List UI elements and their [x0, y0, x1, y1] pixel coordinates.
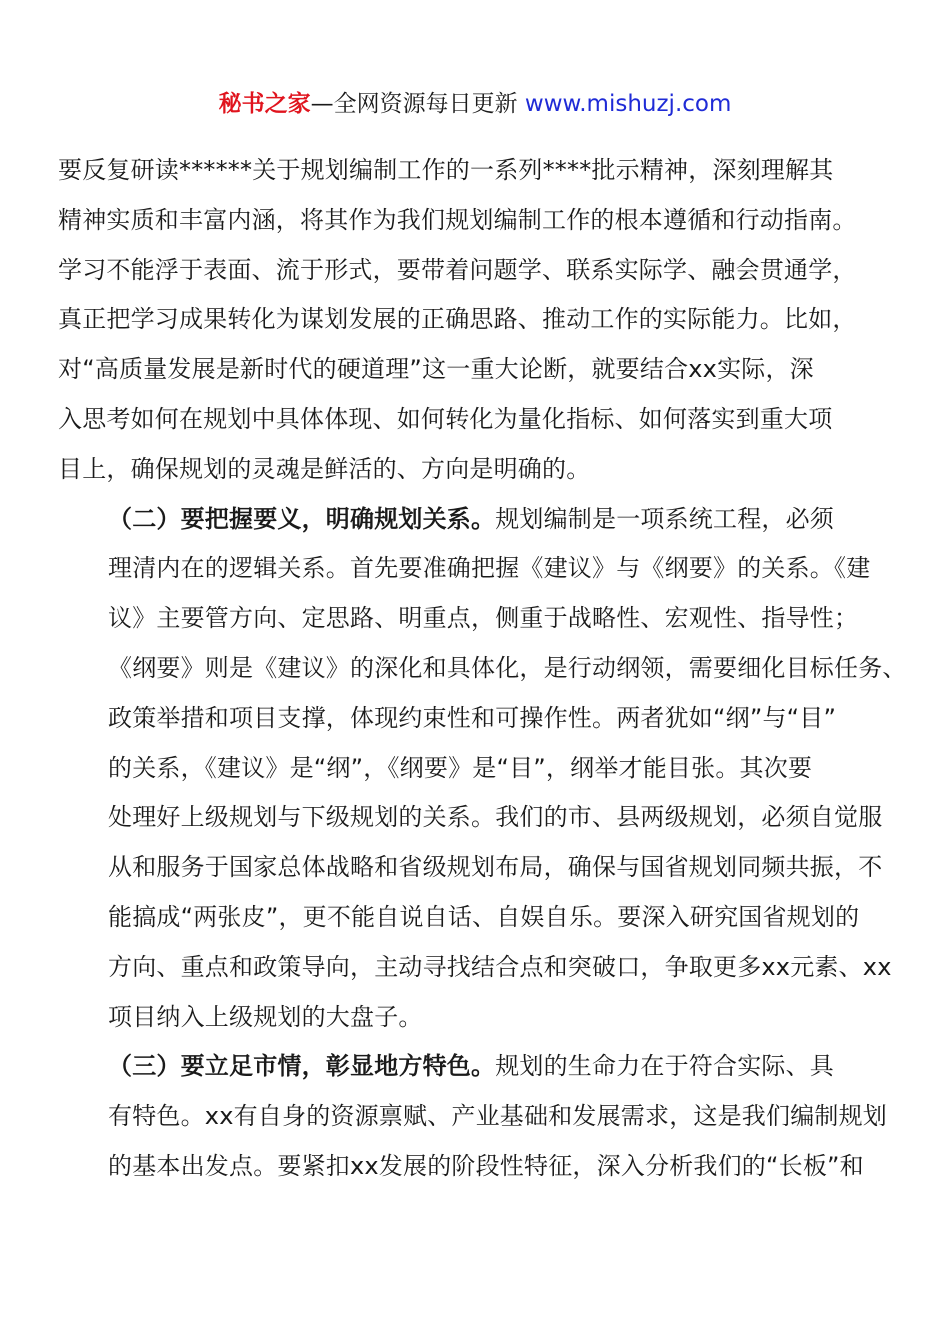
header-tagline: —全网资源每日更新 [310, 91, 518, 117]
paragraph-3 [58, 1042, 893, 1191]
text-line: 理清内在的逻辑关系。首先要准确把握《建议》与《纲要》的关系。《建 [108, 554, 871, 583]
text-line: 目上，确保规划的灵魂是鲜活的、方向是明确的。 [58, 454, 591, 483]
text-line: 能搞成“两张皮”，更不能自说自话、自娱自乐。要深入研究国省规划的 [108, 902, 860, 931]
text-line: 方向、重点和政策导向，主动寻找结合点和突破口，争取更多xx元素、xx [108, 952, 892, 981]
text-line: 从和服务于国家总体战略和省级规划布局，确保与国省规划同频共振，不 [108, 853, 883, 882]
text-line: 《纲要》则是《建议》的深化和具体化，是行动纲领，需要细化目标任务、 [108, 653, 907, 682]
site-header [0, 88, 950, 120]
text-line [58, 495, 893, 545]
text-line: 要反复研读******关于规划编制工作的一系列****批示精神，深刻理解其 [58, 156, 834, 184]
text-line: 的关系，《建议》是“纲”，《纲要》是“目”，纲举才能目张。其次要 [108, 753, 813, 782]
text-line: 的基本出发点。要紧扣xx发展的阶段性特征，深入分析我们的“长板”和 [108, 1151, 864, 1180]
text-line [58, 1042, 893, 1092]
text-line: 学习不能浮于表面、流于形式，要带着问题学、联系实际学、融会贯通学， [58, 255, 857, 284]
paragraph-2 [58, 495, 907, 1043]
text-line: 精神实质和丰富内涵，将其作为我们规划编制工作的根本遵循和行动指南。 [58, 205, 857, 234]
text-line: 政策举措和项目支撑，体现约束性和可操作性。两者犹如“纲”与“目” [108, 703, 837, 732]
text-line: 对“高质量发展是新时代的硬道理”这一重大论断，就要结合xx实际，深 [58, 355, 814, 384]
paragraph-1 [58, 146, 893, 495]
section-heading-2: （二）要把握要义，明确规划关系。 [108, 504, 496, 533]
text-line: 真正把学习成果转化为谋划发展的正确思路、推动工作的实际能力。比如， [58, 305, 857, 334]
brand-name: 秘书之家 [218, 91, 311, 117]
site-url-link[interactable]: www.mishuzj.com [524, 91, 732, 117]
text-line: 项目纳入上级规划的大盘子。 [108, 1002, 423, 1031]
section-heading-3: （三）要立足市情，彰显地方特色。 [108, 1052, 496, 1081]
text-line: 入思考如何在规划中具体体现、如何转化为量化指标、如何落实到重大项 [58, 404, 833, 433]
text-fragment: 规划编制是一项系统工程，必须 [495, 504, 835, 533]
document-body [58, 146, 907, 1192]
text-line: 议》主要管方向、定思路、明重点，侧重于战略性、宏观性、指导性； [108, 604, 859, 633]
text-line: 有特色。xx有自身的资源禀赋、产业基础和发展需求，这是我们编制规划 [108, 1102, 888, 1131]
text-fragment: 规划的生命力在于符合实际、具 [495, 1052, 835, 1081]
text-line: 处理好上级规划与下级规划的关系。我们的市、县两级规划，必须自觉服 [108, 803, 883, 832]
